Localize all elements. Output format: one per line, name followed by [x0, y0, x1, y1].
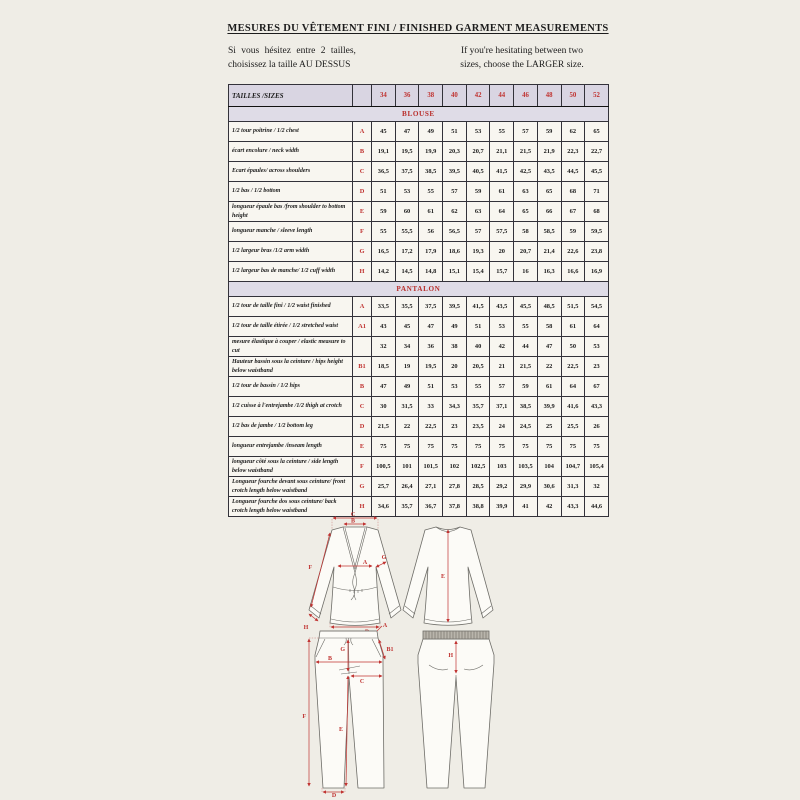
measure-value: 61 — [537, 377, 561, 397]
measure-value: 21 — [490, 357, 514, 377]
measure-value: 22,5 — [419, 417, 443, 437]
measure-value: 16,9 — [585, 262, 609, 282]
measure-value: 38,5 — [419, 162, 443, 182]
measure-value: 40,5 — [466, 162, 490, 182]
measure-letter: B — [353, 377, 372, 397]
measure-value: 75 — [395, 437, 419, 457]
blouse-front-drawing — [304, 512, 401, 636]
measure-value: 23 — [585, 357, 609, 377]
measure-value: 23,5 — [466, 417, 490, 437]
measure-value: 75 — [372, 437, 396, 457]
measure-value: 54,5 — [585, 297, 609, 317]
measure-value: 64 — [490, 202, 514, 222]
measure-value: 66 — [537, 202, 561, 222]
measure-value: 64 — [561, 377, 585, 397]
measure-value: 102 — [443, 457, 467, 477]
measure-value: 27,1 — [419, 477, 443, 497]
measure-label: longueur entrejambe /inseam length — [229, 437, 353, 457]
measure-label: longueur épaule bas /from shoulder to bottom height — [229, 202, 353, 222]
measure-value: 39,5 — [443, 162, 467, 182]
measure-value: 50 — [561, 337, 585, 357]
measure-value: 56,5 — [443, 222, 467, 242]
table-row — [229, 317, 609, 337]
table-row — [229, 202, 609, 222]
size-column-header: 34 — [372, 85, 396, 107]
measure-value: 58 — [537, 317, 561, 337]
measure-value: 105,4 — [585, 457, 609, 477]
table-row — [229, 357, 609, 377]
measure-value: 41,5 — [490, 162, 514, 182]
measure-value: 37,1 — [490, 397, 514, 417]
note-english-line1: If you're hesitating between two — [460, 46, 583, 56]
measure-value: 19,9 — [419, 142, 443, 162]
measure-value: 45,5 — [514, 297, 538, 317]
measure-value: 49 — [395, 377, 419, 397]
measure-value: 22,3 — [561, 142, 585, 162]
size-column-header: 40 — [443, 85, 467, 107]
size-column-header: 50 — [561, 85, 585, 107]
table-row — [229, 337, 609, 357]
note-french-line2: choisissez la taille AU DESSUS — [228, 60, 351, 71]
measure-value: 47 — [372, 377, 396, 397]
measure-value: 42 — [490, 337, 514, 357]
table-row — [229, 437, 609, 457]
measure-label: Longueur fourche dos sous ceinture/ back crotch length below waistband — [229, 497, 353, 517]
measure-value: 36,5 — [372, 162, 396, 182]
measure-value: 61 — [490, 182, 514, 202]
measure-value: 40 — [466, 337, 490, 357]
dim-label-B: B — [350, 518, 356, 525]
measure-value: 22,6 — [561, 242, 585, 262]
measure-value: 15,1 — [443, 262, 467, 282]
measure-value: 59 — [514, 377, 538, 397]
table-row — [229, 477, 609, 497]
measure-value: 75 — [490, 437, 514, 457]
measure-value: 75 — [514, 437, 538, 457]
dim-label-A-pants: A — [382, 623, 388, 629]
measurements-table — [228, 84, 609, 517]
measure-value: 57 — [443, 182, 467, 202]
dim-label-E: E — [440, 574, 445, 580]
measure-value: 59 — [466, 182, 490, 202]
measure-value: 16,3 — [537, 262, 561, 282]
measure-value: 75 — [419, 437, 443, 457]
measure-value: 63 — [514, 182, 538, 202]
measure-value: 20 — [443, 357, 467, 377]
measure-value: 22 — [537, 357, 561, 377]
size-column-header: 36 — [395, 85, 419, 107]
section-title: BLOUSE — [229, 107, 609, 122]
table-row — [229, 262, 609, 282]
measure-value: 20,7 — [514, 242, 538, 262]
measure-value: 41,6 — [561, 397, 585, 417]
measure-value: 56 — [419, 222, 443, 242]
measure-value: 19,5 — [419, 357, 443, 377]
measure-value: 20 — [490, 242, 514, 262]
measure-value: 29,9 — [514, 477, 538, 497]
measure-value: 34,3 — [443, 397, 467, 417]
measure-value: 19 — [395, 357, 419, 377]
dim-label-G: G — [381, 555, 387, 561]
measure-value: 61 — [561, 317, 585, 337]
measure-value: 26 — [585, 417, 609, 437]
dim-label-D-pants: D — [331, 793, 337, 797]
measure-value: 37,5 — [395, 162, 419, 182]
table-row — [229, 417, 609, 437]
measure-value: 63 — [466, 202, 490, 222]
section-title: PANTALON — [229, 282, 609, 297]
measure-value: 44,6 — [585, 497, 609, 517]
measure-value: 62 — [561, 122, 585, 142]
measure-value: 51 — [419, 377, 443, 397]
measure-label: 1/2 largeur bas de manche/ 1/2 cuff width — [229, 262, 353, 282]
dim-label-B1: B1 — [386, 647, 394, 653]
measure-value: 21,5 — [372, 417, 396, 437]
measure-letter: C — [353, 162, 372, 182]
measure-value: 44,5 — [561, 162, 585, 182]
measure-value: 15,4 — [466, 262, 490, 282]
measure-value: 33,5 — [372, 297, 396, 317]
sizes-header-row — [229, 85, 609, 107]
measure-value: 59 — [372, 202, 396, 222]
measure-value: 16,6 — [561, 262, 585, 282]
measure-value: 19,1 — [372, 142, 396, 162]
measure-value: 25,5 — [561, 417, 585, 437]
measure-value: 25 — [537, 417, 561, 437]
measure-value: 45 — [372, 122, 396, 142]
dim-label-C: C — [350, 512, 356, 518]
measure-letter: A — [353, 122, 372, 142]
measure-value: 51,5 — [561, 297, 585, 317]
measure-value: 34 — [395, 337, 419, 357]
dim-label-C-pants: C — [359, 679, 365, 685]
measure-value: 104 — [537, 457, 561, 477]
measure-value: 57 — [514, 122, 538, 142]
note-english-line2: sizes, choose the LARGER size. — [460, 60, 584, 71]
measure-value: 65 — [585, 122, 609, 142]
measure-value: 68 — [585, 202, 609, 222]
measure-value: 21,5 — [514, 357, 538, 377]
measure-value: 47 — [395, 122, 419, 142]
measure-value: 57 — [490, 377, 514, 397]
measure-value: 31,3 — [561, 477, 585, 497]
measure-value: 24,5 — [514, 417, 538, 437]
note-english — [436, 44, 608, 73]
measure-letter: C — [353, 397, 372, 417]
measure-letter: F — [353, 222, 372, 242]
table-row — [229, 222, 609, 242]
section-header-row — [229, 107, 609, 122]
measure-value: 31,5 — [395, 397, 419, 417]
dim-label-A: A — [362, 560, 368, 566]
measure-value: 43,5 — [490, 297, 514, 317]
measure-value: 35,7 — [466, 397, 490, 417]
measure-value: 14,8 — [419, 262, 443, 282]
size-column-header: 52 — [585, 85, 609, 107]
measure-value: 16,5 — [372, 242, 396, 262]
measure-value: 55 — [514, 317, 538, 337]
measure-label: 1/2 tour de taille étirée / 1/2 stretched waist — [229, 317, 353, 337]
measure-value: 67 — [561, 202, 585, 222]
section-header-row — [229, 282, 609, 297]
measure-value: 14,2 — [372, 262, 396, 282]
measure-value: 33 — [419, 397, 443, 417]
measure-label: longueur côté sous la ceinture / side length below waistband — [229, 457, 353, 477]
measure-value: 64 — [585, 317, 609, 337]
table-row — [229, 457, 609, 477]
measure-value: 42 — [537, 497, 561, 517]
measure-value: 38,5 — [514, 397, 538, 417]
size-column-header: 42 — [466, 85, 490, 107]
measure-value: 65 — [514, 202, 538, 222]
measure-value: 101,5 — [419, 457, 443, 477]
measure-value: 59 — [537, 122, 561, 142]
measure-value: 53 — [585, 337, 609, 357]
measure-value: 45 — [395, 317, 419, 337]
measure-value: 39,5 — [443, 297, 467, 317]
measure-value: 30 — [372, 397, 396, 417]
measure-value: 67 — [585, 377, 609, 397]
measure-value: 18,5 — [372, 357, 396, 377]
measure-letter: B — [353, 142, 372, 162]
measure-value: 25,7 — [372, 477, 396, 497]
measure-value: 71 — [585, 182, 609, 202]
measure-value: 19,5 — [395, 142, 419, 162]
measure-label: 1/2 cuisse à l'entrejambe /1/2 thigh at crotch — [229, 397, 353, 417]
measure-value: 21,4 — [537, 242, 561, 262]
measure-value: 26,4 — [395, 477, 419, 497]
size-column-header: 44 — [490, 85, 514, 107]
measure-value: 59 — [561, 222, 585, 242]
measure-value: 18,6 — [443, 242, 467, 262]
table-row — [229, 377, 609, 397]
table-row — [229, 182, 609, 202]
measure-label: 1/2 bas / 1/2 bottom — [229, 182, 353, 202]
measure-value: 101 — [395, 457, 419, 477]
measure-letter: B1 — [353, 357, 372, 377]
measure-letter: F — [353, 457, 372, 477]
measure-letter: A1 — [353, 317, 372, 337]
measure-value: 58 — [514, 222, 538, 242]
measure-value: 48,5 — [537, 297, 561, 317]
measure-label: Longueur fourche devant sous ceinture/ front crotch length below waistband — [229, 477, 353, 497]
measure-label: 1/2 tour de bassin / 1/2 hips — [229, 377, 353, 397]
measure-value: 23,8 — [585, 242, 609, 262]
pants-front-drawing — [302, 623, 393, 797]
measure-letter: E — [353, 202, 372, 222]
dim-label-F: F — [308, 565, 312, 571]
measure-value: 47 — [537, 337, 561, 357]
measure-value: 36,7 — [419, 497, 443, 517]
measure-value: 53 — [443, 377, 467, 397]
measure-value: 61 — [419, 202, 443, 222]
measure-value: 103 — [490, 457, 514, 477]
measure-value: 37,5 — [419, 297, 443, 317]
measure-value: 75 — [585, 437, 609, 457]
measure-value: 21,9 — [537, 142, 561, 162]
measure-letter: H — [353, 497, 372, 517]
dim-label-H-pants: H — [448, 653, 453, 659]
measure-value: 55 — [466, 377, 490, 397]
measure-value: 49 — [419, 122, 443, 142]
measure-label: 1/2 bas de jambe / 1/2 bottom leg — [229, 417, 353, 437]
dim-label-F-pants: F — [302, 714, 306, 720]
measure-value: 38,8 — [466, 497, 490, 517]
measure-value: 100,5 — [372, 457, 396, 477]
size-column-header: 46 — [514, 85, 538, 107]
measure-value: 17,2 — [395, 242, 419, 262]
measure-value: 55,5 — [395, 222, 419, 242]
measure-value: 21,1 — [490, 142, 514, 162]
measure-value: 38 — [443, 337, 467, 357]
table-row — [229, 142, 609, 162]
measure-value: 37,8 — [443, 497, 467, 517]
measure-value: 53 — [395, 182, 419, 202]
measure-value: 27,8 — [443, 477, 467, 497]
measure-letter: D — [353, 417, 372, 437]
note-french-line1: Si vous hésitez entre 2 tailles, — [228, 46, 356, 56]
measure-value: 55 — [419, 182, 443, 202]
measurement-table-body — [229, 107, 609, 517]
measure-value: 34,6 — [372, 497, 396, 517]
measure-value: 51 — [443, 122, 467, 142]
measure-value: 16 — [514, 262, 538, 282]
table-row — [229, 242, 609, 262]
measure-label: 1/2 tour de taille fini / 1/2 waist finished — [229, 297, 353, 317]
measure-value: 102,5 — [466, 457, 490, 477]
measure-value: 41,5 — [466, 297, 490, 317]
size-advice-notes — [228, 44, 608, 73]
measure-value: 104,7 — [561, 457, 585, 477]
table-row — [229, 122, 609, 142]
table-row — [229, 397, 609, 417]
measure-label: 1/2 tour poitrine / 1/2 chest — [229, 122, 353, 142]
measure-value: 24 — [490, 417, 514, 437]
measure-value: 43 — [372, 317, 396, 337]
measure-value: 44 — [514, 337, 538, 357]
measure-value: 20,3 — [443, 142, 467, 162]
note-french — [228, 44, 403, 73]
measure-letter: D — [353, 182, 372, 202]
measure-value: 62 — [443, 202, 467, 222]
measure-value: 39,9 — [537, 397, 561, 417]
measure-value: 35,5 — [395, 297, 419, 317]
measure-value: 35,7 — [395, 497, 419, 517]
measure-value: 55 — [490, 122, 514, 142]
dim-label-H: H — [303, 625, 309, 631]
measure-value: 39,9 — [490, 497, 514, 517]
measure-value: 21,5 — [514, 142, 538, 162]
measure-value: 65 — [537, 182, 561, 202]
measure-label: mesure élastique à couper / elastic measure to cut — [229, 337, 353, 357]
measure-value: 45,5 — [585, 162, 609, 182]
measure-value: 36 — [419, 337, 443, 357]
measure-value: 29,2 — [490, 477, 514, 497]
measure-value: 41 — [514, 497, 538, 517]
measure-value: 59,5 — [585, 222, 609, 242]
measure-value: 19,3 — [466, 242, 490, 262]
measure-value: 103,5 — [514, 457, 538, 477]
technical-drawings — [296, 505, 508, 797]
measure-letter: G — [353, 242, 372, 262]
measure-value: 51 — [466, 317, 490, 337]
measure-value: 55 — [372, 222, 396, 242]
measure-value: 28,5 — [466, 477, 490, 497]
measure-value: 53 — [466, 122, 490, 142]
measure-value: 32 — [585, 477, 609, 497]
measure-letter: E — [353, 437, 372, 457]
measure-label: écart encolure / neck width — [229, 142, 353, 162]
measure-value: 20,7 — [466, 142, 490, 162]
measure-value: 20,5 — [466, 357, 490, 377]
measure-value: 42,5 — [514, 162, 538, 182]
pants-back-drawing — [418, 631, 494, 788]
measure-value: 75 — [443, 437, 467, 457]
table-row — [229, 297, 609, 317]
dim-label-B-pants: B — [327, 656, 333, 662]
measure-letter: A — [353, 297, 372, 317]
measure-value: 22,5 — [561, 357, 585, 377]
measure-value: 47 — [419, 317, 443, 337]
measure-value: 57 — [466, 222, 490, 242]
blouse-back-drawing — [403, 527, 493, 625]
measure-letter: H — [353, 262, 372, 282]
letter-column-header — [353, 85, 372, 107]
measure-value: 22,7 — [585, 142, 609, 162]
page-title: MESURES DU VÊTEMENT FINI / FINISHED GARMENT MEASUREMENTS — [227, 23, 609, 34]
measure-value: 32 — [372, 337, 396, 357]
measure-label: longueur manche / sleeve length — [229, 222, 353, 242]
measure-value: 75 — [561, 437, 585, 457]
dim-label-G-pants: G — [340, 647, 345, 653]
measure-value: 57,5 — [490, 222, 514, 242]
measure-label: 1/2 largeur bras /1/2 arm width — [229, 242, 353, 262]
measure-value: 58,5 — [537, 222, 561, 242]
size-column-header: 48 — [537, 85, 561, 107]
dim-label-E-pants: E — [338, 727, 343, 733]
measure-value: 51 — [372, 182, 396, 202]
measure-value: 17,9 — [419, 242, 443, 262]
measure-value: 43,5 — [537, 162, 561, 182]
measure-value: 14,5 — [395, 262, 419, 282]
measure-value: 22 — [395, 417, 419, 437]
measure-value: 23 — [443, 417, 467, 437]
measure-label: Ecart épaules/ across shoulders — [229, 162, 353, 182]
measure-letter — [353, 337, 372, 357]
measure-label: Hauteur bassin sous la ceinture / hips height below waistband — [229, 357, 353, 377]
sizes-header-label: TAILLES /SIZES — [229, 85, 353, 107]
measure-value: 15,7 — [490, 262, 514, 282]
measure-value: 75 — [537, 437, 561, 457]
size-column-header: 38 — [419, 85, 443, 107]
measure-value: 53 — [490, 317, 514, 337]
measure-value: 30,6 — [537, 477, 561, 497]
measure-value: 49 — [443, 317, 467, 337]
measure-letter: G — [353, 477, 372, 497]
measure-value: 75 — [466, 437, 490, 457]
measure-value: 43,3 — [585, 397, 609, 417]
table-row — [229, 162, 609, 182]
measure-value: 68 — [561, 182, 585, 202]
measure-value: 60 — [395, 202, 419, 222]
measure-value: 43,3 — [561, 497, 585, 517]
